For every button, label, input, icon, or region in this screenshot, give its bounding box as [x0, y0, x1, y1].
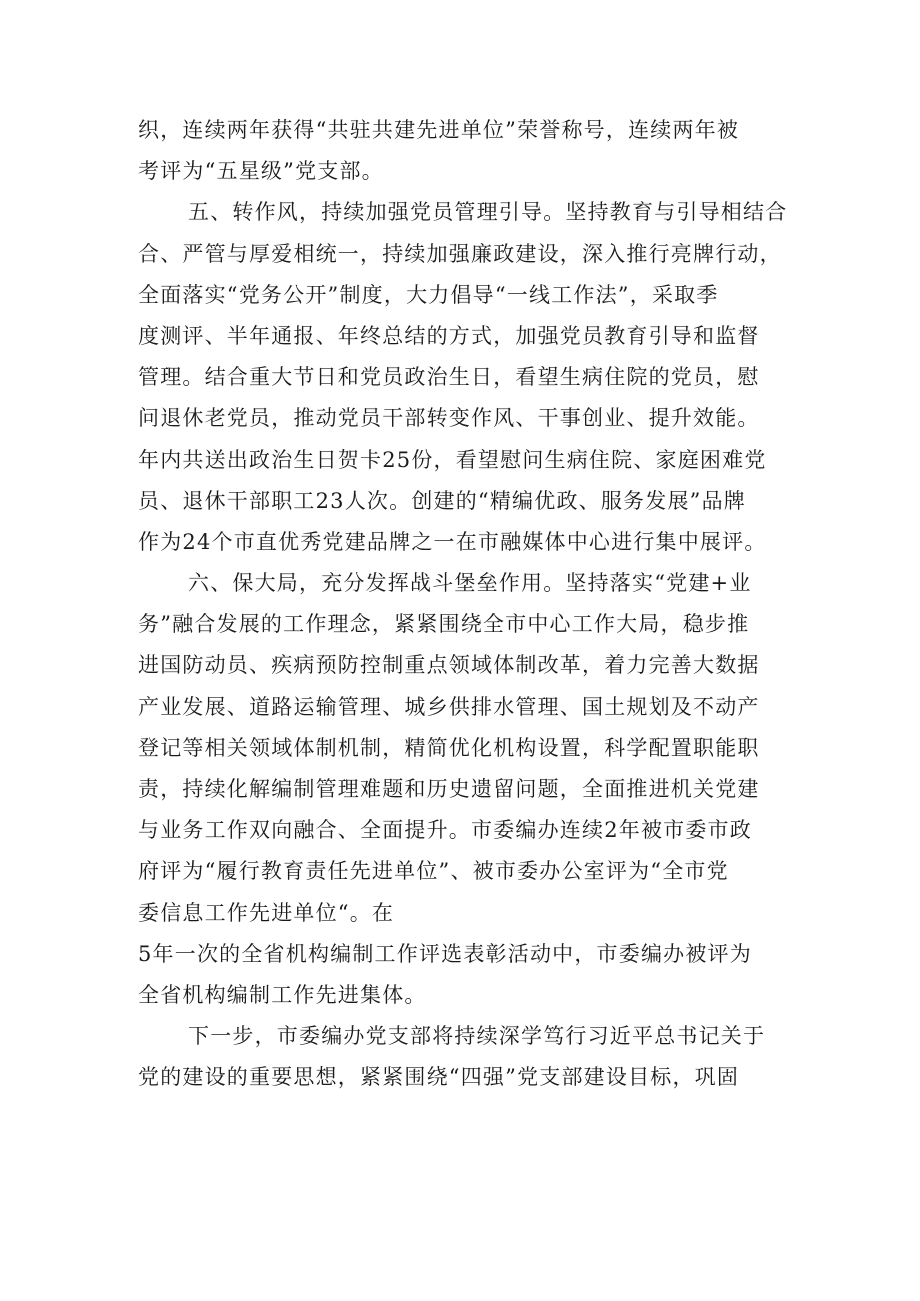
- text-line: 产业发展、道路运输管理、城乡供排水管理、国土规划及不动产: [138, 694, 760, 719]
- text-line: 作为24个市直优秀党建品牌之一在市融媒体中心进行集中展评。: [138, 529, 767, 554]
- document-body: [138, 110, 788, 1099]
- text-line: 员、退休干部职工23人次。创建的“精编优政、服务发展”品牌: [138, 488, 746, 513]
- text-line: 合、严管与厚爱相统一，持续加强廉政建设，深入推行亮牌行动，: [138, 241, 782, 266]
- text-line: 与业务工作双向融合、全面提升。市委编办连续2年被市委市政: [138, 818, 752, 843]
- text-line: 委信息工作先进单位“。在: [138, 900, 395, 925]
- text-line: 管理。结合重大节日和党员政治生日，看望生病住院的党员，慰: [138, 365, 760, 390]
- text-line: 织，连续两年获得“共驻共建先进单位”荣誉称号，连续两年被: [138, 118, 740, 142]
- text-line: 全面落实“党务公开”制度，大力倡导“一线工作法”，采取季: [138, 282, 719, 307]
- text-line: 全省机构编制工作先进集体。: [138, 982, 427, 1007]
- text-line: 考评为“五星级”党支部。: [138, 159, 384, 184]
- paragraph-five-heading-line: 五、转作风，持续加强党员管理引导。坚持教育与引导相结合: [188, 200, 788, 225]
- text-line: 5年一次的全省机构编制工作评选表彰活动中，市委编办被评为: [138, 941, 752, 966]
- text-line: 年内共送出政治生日贺卡25份，看望慰问生病住院、家庭困难党: [138, 447, 767, 472]
- text-line: 责，持续化解编制管理难题和历史遗留问题，全面推进机关党建: [138, 777, 760, 801]
- next-step-paragraph-line: 下一步，市委编办党支部将持续深学笃行习近平总书记关于: [188, 1024, 766, 1049]
- text-line: 务”融合发展的工作理念，紧紧围绕全市中心工作大局，稳步推: [138, 612, 750, 637]
- text-line: 党的建设的重要思想，紧紧围绕“四强”党支部建设目标，巩固: [138, 1065, 740, 1090]
- text-line: 度测评、半年通报、年终总结的方式，加强党员教育引导和监督: [138, 323, 760, 348]
- text-line: 府评为“履行教育责任先进单位”、被市委办公室评为“全市党: [138, 859, 729, 884]
- text-line: 问退休老党员，推动党员干部转变作风、干事创业、提升效能。: [138, 406, 760, 431]
- text-line: 登记等相关领域体制机制，精简优化机构设置，科学配置职能职: [138, 735, 760, 760]
- text-line: 进国防动员、疾病预防控制重点领域体制改革，着力完善大数据: [138, 653, 760, 678]
- paragraph-six-heading-line: 六、保大局，充分发挥战斗堡垒作用。坚持落实“党建+业: [188, 571, 752, 596]
